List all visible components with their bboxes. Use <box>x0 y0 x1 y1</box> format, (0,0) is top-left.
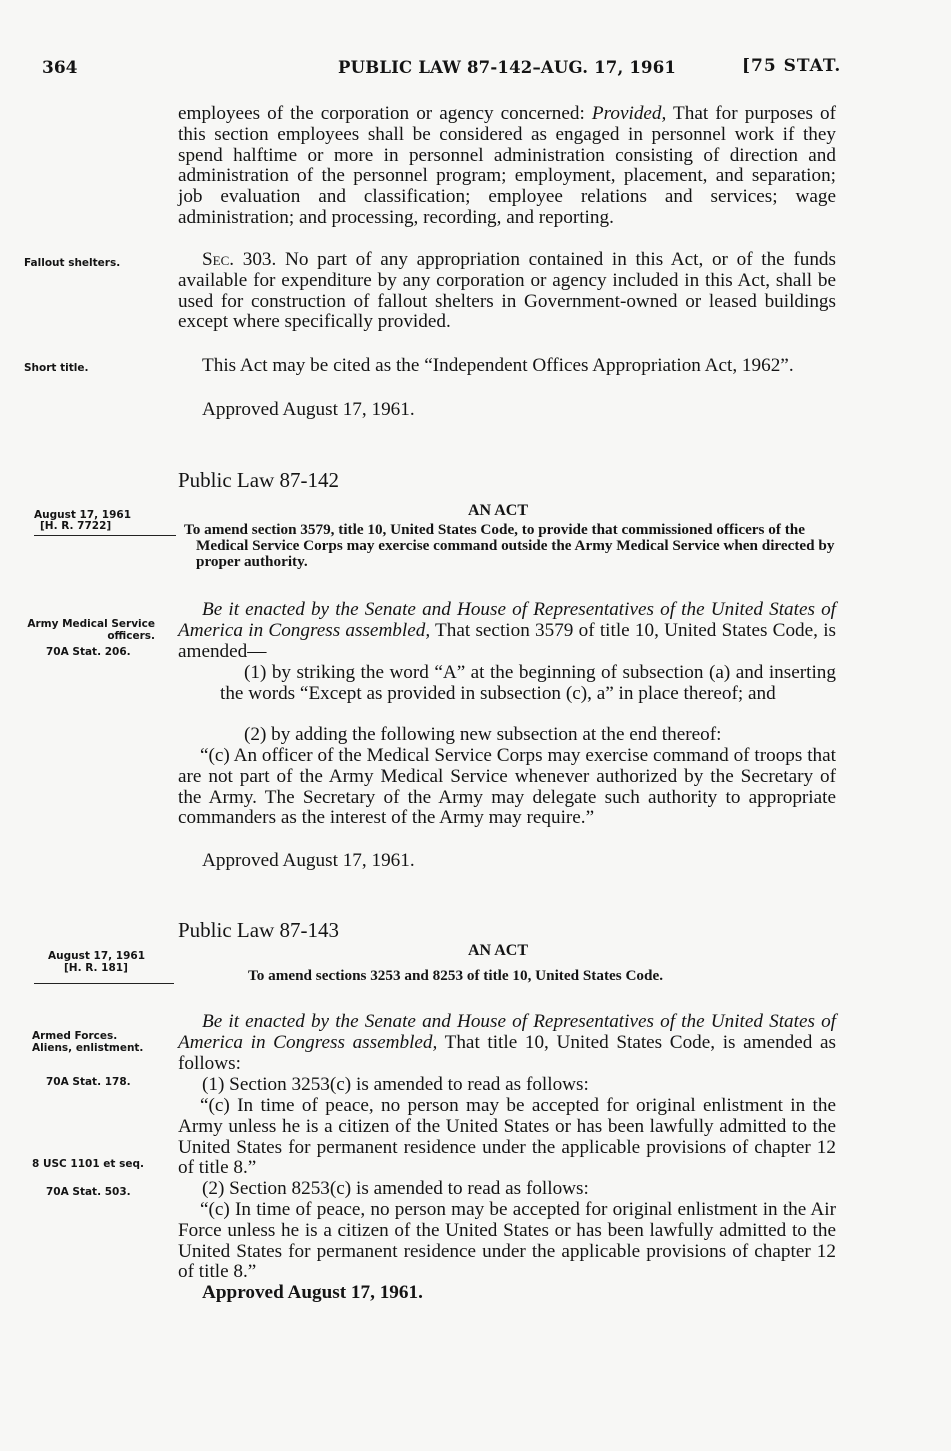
volume-reference: [75 STAT. <box>742 56 842 76</box>
law-142-bill: [H. R. 7722] <box>40 520 112 532</box>
approved-line-1: Approved August 17, 1961. <box>202 399 415 420</box>
law-142-enacting-italic: Be it enacted by the Senate and House of Representatives of the United States of America in Congress assembled, <box>178 599 836 641</box>
law-142-approved: Approved August 17, 1961. <box>202 850 415 871</box>
margin-rule-143 <box>34 983 174 984</box>
law-142-margin-stat: 70A Stat. 206. <box>46 646 131 658</box>
law-142-an-act: AN ACT <box>468 502 529 519</box>
law-143-bill: [H. R. 181] <box>64 962 128 974</box>
margin-note-short-title: Short title. <box>24 362 89 374</box>
law-143-enacting-italic: Be it enacted by the Senate and House of Representatives of the United States of America in Congress assembled, <box>178 1011 836 1053</box>
law-142-enacting-rest: That section 3579 of title 10, United States Code, is amended— <box>178 619 836 662</box>
law-142-enacting <box>178 600 836 662</box>
intro-paragraph: employees of the corporation or agency concerned: Provided, That for purposes of this section employees shall be considered as engaged in personnel work if they spend halftime or more in personnel administration consisting of direction and administration of the personnel program; employment, placement, and separation; job evaluation and classification; employee relations and services; wage administration; and processing, recording, and reporting. <box>178 103 836 228</box>
law-142-purpose: To amend section 3579, title 10, United States Code, to provide that commissioned officers of the Medical Service Corps may exercise command outside the Army Medical Service when directed by proper authority. <box>184 521 835 570</box>
law-143-date: August 17, 1961 <box>48 950 145 962</box>
law-143-enacting <box>178 1012 836 1074</box>
law-143-quote-2: “(c) In time of peace, no person may be accepted for original enlistment in the Air Force unless he is a citizen of the United States or has been lawfully admitted to the United States for permanent residence under the applicable provisions of chapter 12 of title 8.” <box>178 1199 836 1283</box>
running-title: PUBLIC LAW 87-142–AUG. 17, 1961 <box>338 58 677 77</box>
law-143-margin-stat-503: 70A Stat. 503. <box>46 1186 131 1198</box>
intro-italic-provided: Provided, <box>591 103 667 124</box>
law-143-enacting-rest: That title 10, United States Code, is amended as follows: <box>178 1031 836 1074</box>
law-143-item-1: (1) Section 3253(c) is amended to read as follows: <box>202 1074 589 1095</box>
law-143-approved: Approved August 17, 1961. <box>202 1282 423 1303</box>
law-142-quote: “(c) An officer of the Medical Service Corps may exercise command of troops that are not part of the Army Medical Service whenever authorized by the Secretary of the Army. The Secretary of the Army may delegate such authority to appropriate commanders as the interest of the Army may require.” <box>178 745 836 829</box>
section-303-label: Sec. 303. <box>202 249 277 270</box>
law-142-item-2: (2) by adding the following new subsection at the end thereof: <box>244 724 722 745</box>
section-303-text: No part of any appropriation contained in this Act, or of the funds available for expenditure by any corporation or agency included in this Act, shall be used for construction of fallout shelters in Government-owned or leased buildings except where specifically provided. <box>178 249 836 333</box>
law-143-margin-stat-178: 70A Stat. 178. <box>46 1076 131 1088</box>
law-142-item-1: (1) by striking the word “A” at the beginning of subsection (a) and inserting the words “Except as provided in subsection (c), a” in place thereof; and <box>220 662 836 704</box>
law-143-quote-1: “(c) In time of peace, no person may be accepted for original enlistment in the Army unless he is a citizen of the United States or has been lawfully admitted to the United States for permanent residence under the applicable provisions of chapter 12 of title 8.” <box>178 1095 836 1179</box>
law-142-heading: Public Law 87-142 <box>178 468 339 492</box>
law-143-an-act: AN ACT <box>468 942 529 959</box>
section-303 <box>178 250 836 333</box>
law-143-margin-usc: 8 USC 1101 et seq. <box>32 1158 144 1170</box>
margin-rule-142 <box>34 535 176 536</box>
margin-note-fallout: Fallout shelters. <box>24 257 121 269</box>
short-title-paragraph: This Act may be cited as the “Independent Offices Appropriation Act, 1962”. <box>202 355 794 376</box>
law-143-item-2: (2) Section 8253(c) is amended to read as follows: <box>202 1178 589 1199</box>
law-143-heading: Public Law 87-143 <box>178 918 339 942</box>
law-142-margin-officers: Army Medical Service officers. <box>27 618 155 642</box>
law-142-date: August 17, 1961 <box>34 509 131 521</box>
law-143-margin-armed-forces: Armed Forces. Aliens, enlistment. <box>32 1030 144 1054</box>
running-header <box>42 58 872 88</box>
law-143-purpose: To amend sections 3253 and 8253 of title 10, United States Code. <box>248 967 663 984</box>
page-number: 364 <box>42 58 78 78</box>
